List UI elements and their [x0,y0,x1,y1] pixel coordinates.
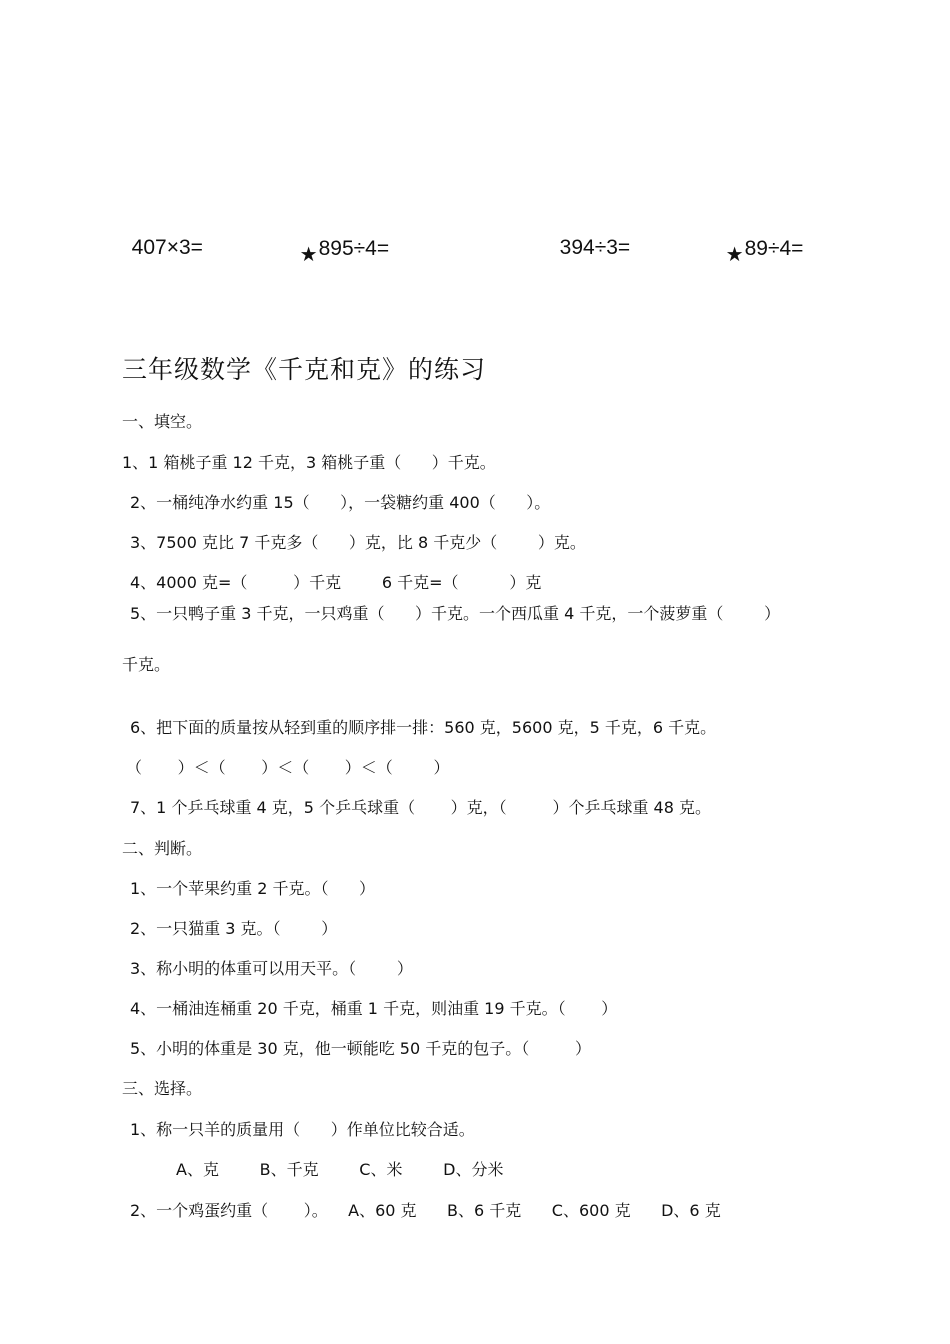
question-line: 4、4000 克=（ ）千克 6 千克=（ ）克 [130,573,542,592]
calc-text: 895÷4= [318,237,390,260]
question-line: 5、小明的体重是 30 克，他一顿能吃 50 千克的包子。（ ） [130,1039,592,1058]
question-line: 7、1 个乒乓球重 4 克，5 个乒乓球重（ ）克，（ ）个乒乓球重 48 克。 [130,798,711,817]
question-line: 2、一个鸡蛋约重（ ）。 A、60 克 B、6 千克 C、600 克 D、6 克 [130,1201,721,1220]
star-icon: ★ [725,244,744,266]
calc-text: 407×3= [131,236,203,259]
calc-item-4 [714,212,804,266]
section-heading: 一、填空。 [122,412,203,431]
calc-text: 394÷3= [559,236,631,259]
question-line-continued: 千克。 [122,655,171,674]
question-line: 1、一个苹果约重 2 千克。（ ） [130,879,376,898]
question-line: 6、把下面的质量按从轻到重的顺序排一排：560 克，5600 克，5 千克，6 千克。 [130,718,717,737]
choice-options: A、克 B、千克 C、米 D、分米 [176,1160,504,1179]
calc-item-1 [120,212,203,260]
question-line: 4、一桶油连桶重 20 千克，桶重 1 千克，则油重 19 千克。（ ） [130,999,618,1018]
calc-item-3 [548,212,630,260]
section-heading: 三、选择。 [122,1079,203,1098]
question-line: 2、一桶纯净水约重 15（ ），一袋糖约重 400（ ）。 [130,493,551,512]
question-line: 2、一只猫重 3 克。（ ） [130,919,338,938]
question-line: 1、称一只羊的质量用（ ）作单位比较合适。 [130,1120,475,1139]
section-heading: 二、判断。 [122,839,203,858]
question-line: 3、称小明的体重可以用天平。（ ） [130,959,413,978]
page-title: 三年级数学《千克和克》的练习 [122,355,487,384]
ordering-blanks: （ ）＜（ ）＜（ ）＜（ ） [126,758,450,777]
question-line: 3、7500 克比 7 千克多（ ）克，比 8 千克少（ ）克。 [130,533,586,552]
calc-item-2 [288,212,390,266]
question-line: 5、一只鸭子重 3 千克，一只鸡重（ ）千克。一个西瓜重 4 千克，一个菠萝重（ ） [130,604,781,623]
calc-text: 89÷4= [744,237,804,260]
star-icon: ★ [299,244,318,266]
question-line: 1、1 箱桃子重 12 千克，3 箱桃子重（ ）千克。 [122,453,496,472]
